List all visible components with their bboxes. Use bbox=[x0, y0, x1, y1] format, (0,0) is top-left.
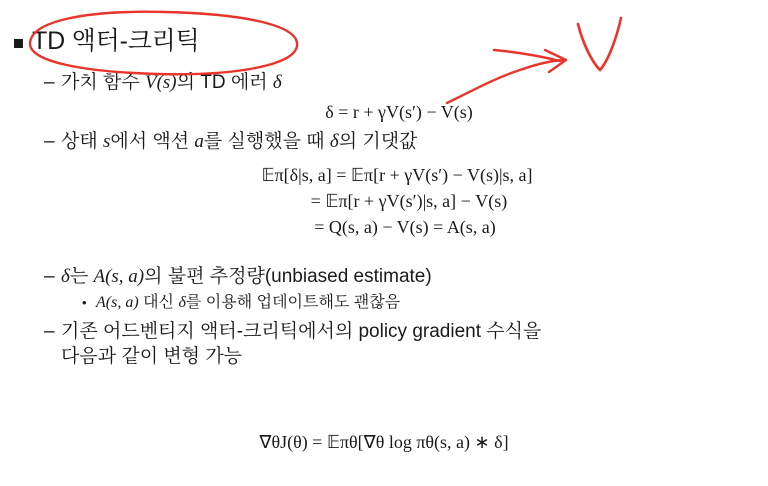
bullet-text-mid2: 를 실행했을 때 bbox=[203, 131, 330, 153]
list-item-label bbox=[61, 70, 744, 95]
dash-bullet-icon: – bbox=[44, 72, 55, 93]
inline-math: a bbox=[194, 131, 204, 153]
list-item bbox=[44, 319, 744, 369]
bullet-text-mid: 는 bbox=[69, 266, 94, 288]
inline-math: s bbox=[103, 131, 111, 153]
list-item-label bbox=[61, 319, 744, 369]
inline-math: δ bbox=[178, 293, 186, 311]
list-item bbox=[82, 293, 744, 314]
inline-math: A(s, a) bbox=[96, 293, 139, 311]
dash-bullet-icon: – bbox=[44, 266, 55, 288]
equation-line: = Q(s, a) − V(s) = A(s, a) bbox=[314, 217, 496, 238]
inline-math: δ bbox=[272, 72, 282, 93]
equation-line: 𝔼π[δ|s, a] = 𝔼π[r + γV(s′) − V(s)|s, a] bbox=[261, 165, 533, 186]
page-title bbox=[14, 28, 200, 56]
list-item-label bbox=[61, 264, 744, 289]
equation-policy-gradient: ∇θJ(θ) = 𝔼πθ[∇θ log πθ(s, a) ∗ δ] bbox=[259, 432, 509, 452]
dot-bullet-icon: • bbox=[82, 294, 87, 310]
bullet-text-line1: 기존 어드벤티지 액터-크리틱에서의 policy gradient 수식을 bbox=[61, 321, 542, 343]
spacer bbox=[44, 246, 744, 258]
inline-math: δ bbox=[61, 266, 70, 288]
bullet-text-mid: 에서 액션 bbox=[110, 131, 195, 153]
equation-td-error: δ = r + γV(s′) − V(s) bbox=[325, 102, 473, 123]
equation-expectation-block bbox=[44, 162, 744, 240]
equation-line: = 𝔼π[r + γV(s′)|s, a] − V(s) bbox=[310, 191, 508, 212]
bullet-text-post: 의 불편 추정량(unbiased estimate) bbox=[144, 266, 432, 288]
bullet-text-mid: 대신 bbox=[138, 293, 179, 311]
bullet-text-pre: 가치 함수 bbox=[61, 72, 145, 93]
bullet-text-post: 를 이용해 업데이트해도 괜찮음 bbox=[185, 293, 401, 311]
slide-body bbox=[44, 64, 744, 369]
square-bullet-icon bbox=[14, 39, 23, 48]
red-check-mark bbox=[578, 18, 621, 70]
dash-bullet-icon: – bbox=[44, 131, 55, 153]
bullet-text-pre: 상태 bbox=[61, 131, 103, 153]
list-item-label bbox=[96, 293, 400, 314]
inline-math: V(s) bbox=[144, 72, 177, 93]
red-arrow-curve-top bbox=[494, 50, 560, 61]
bullet-text-mid: 의 TD 에러 bbox=[176, 72, 273, 93]
list-item bbox=[44, 70, 744, 95]
title-text: TD 액터-크리틱 bbox=[32, 27, 200, 55]
inline-math: δ bbox=[329, 131, 339, 153]
list-item-label bbox=[61, 129, 744, 154]
list-item bbox=[44, 264, 744, 289]
inline-math: A(s, a) bbox=[93, 266, 145, 288]
dash-bullet-icon: – bbox=[44, 321, 55, 343]
bullet-text-line2: 다음과 같이 변형 가능 bbox=[61, 346, 243, 368]
bullet-text-post: 의 기댓값 bbox=[338, 131, 418, 153]
list-item bbox=[44, 129, 744, 154]
